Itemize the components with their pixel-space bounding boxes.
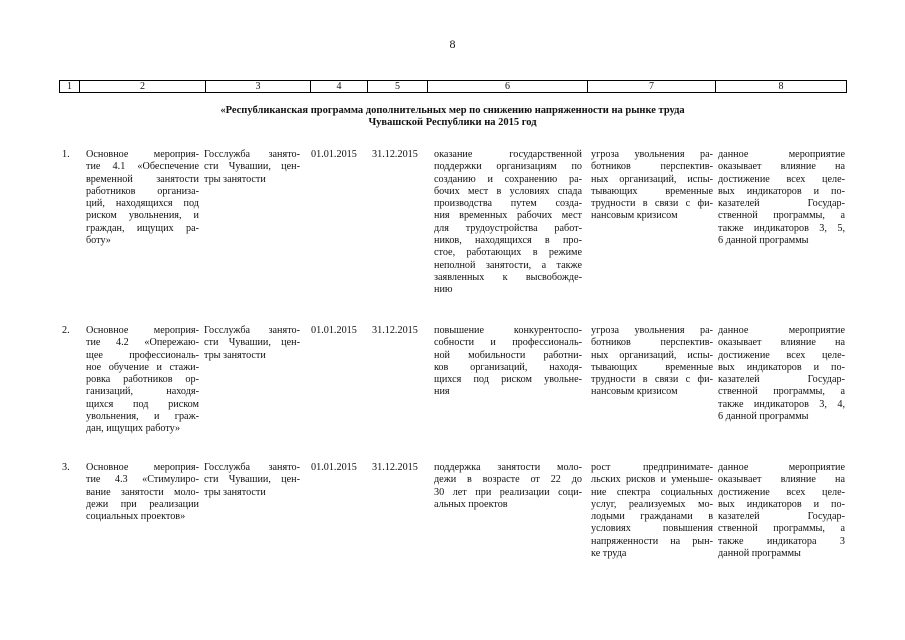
executor: Госслужба занято- сти Чувашии, цен- тры занятости [204,462,300,498]
column-header-4: 4 [311,81,368,92]
expected-result: поддержка занятости моло- дежи в возрасте от 22 до 30 лет при реализации соци- альных проектов [434,462,582,510]
start-date: 01.01.2015 [311,325,357,336]
column-header-3: 3 [206,81,311,92]
executor: Госслужба занято- сти Чувашии, цен- тры занятости [204,325,300,361]
section-heading [150,105,755,129]
measure-name: Основное мероприя- тие 4.2 «Опережаю- щее профессиональ- ное обучение и стажи- ровка работников ор- ганизаций, находя- щихся под риском увольнения, и граж- дан, ищущих работу» [86,325,199,435]
risk-consequence: угроза увольнения ра- ботников перспектив- ных организаций, испы- тывающих временные трудности в связи с фи- нансовым кризисом [591,149,713,222]
column-header-8: 8 [716,81,847,92]
indicator-impact: данное мероприятие оказывает влияние на достижение всех целе- вых индикаторов и по- казателей Государ- ственной программы, а также индикаторов 3, 5, 6 данной программы [718,149,845,247]
section-heading-line-2: Чувашской Республики на 2015 год [368,117,537,128]
row-number: 1. [62,149,70,160]
risk-consequence: угроза увольнения ра- ботников перспектив- ных организаций, испы- тывающих временные трудности в связи с фи- нансовым кризисом [591,325,713,398]
column-header-5: 5 [368,81,428,92]
end-date: 31.12.2015 [372,325,418,336]
column-header-2: 2 [80,81,206,92]
executor: Госслужба занято- сти Чувашии, цен- тры занятости [204,149,300,185]
expected-result: повышение конкурентоспо- собности и профессиональ- ной мобильности работни- ков организаций, находя- щихся под риском увольне- ния [434,325,582,398]
section-heading-line-1: «Республиканская программа дополнительных мер по снижению напряженности на рынке труда [220,105,685,116]
expected-result: оказание государственной поддержки организациям по созданию и сохранению ра- бочих мест в условиях спада производства путем созда- ния временных рабочих мест для трудоустройства работ- ников, находящихся в про- стое, работающих в режиме неполной занятости, а также заявленных к высвобожде- нию [434,149,582,296]
risk-consequence: рост предпринимате- льских рисков и уменьше- ние спектра социальных услуг, реализуемых мо- лодыми гражданами в условиях повышения напряженности на рын- ке труда [591,462,713,560]
indicator-impact: данное мероприятие оказывает влияние на достижение всех целе- вых индикаторов и по- казателей Государ- ственной программы, а также индикаторов 3, 4, 6 данной программы [718,325,845,423]
end-date: 31.12.2015 [372,462,418,473]
measure-name: Основное мероприя- тие 4.3 «Стимулиро- вание занятости моло- дежи при реализации социальных проектов» [86,462,199,523]
row-number: 2. [62,325,70,336]
column-header-row [59,80,847,93]
column-header-6: 6 [428,81,588,92]
column-header-1: 1 [59,81,80,92]
column-header-7: 7 [588,81,716,92]
indicator-impact: данное мероприятие оказывает влияние на достижение всех целе- вых индикаторов и по- казателей Государ- ственной программы, а также индикатора 3 данной программы [718,462,845,560]
page-number: 8 [449,37,456,51]
measure-name: Основное мероприя- тие 4.1 «Обеспечение временной занятости работников организа- ций, находящихся под риском увольнения, и граждан, ищущих ра- боту» [86,149,199,247]
end-date: 31.12.2015 [372,149,418,160]
start-date: 01.01.2015 [311,149,357,160]
row-number: 3. [62,462,70,473]
start-date: 01.01.2015 [311,462,357,473]
